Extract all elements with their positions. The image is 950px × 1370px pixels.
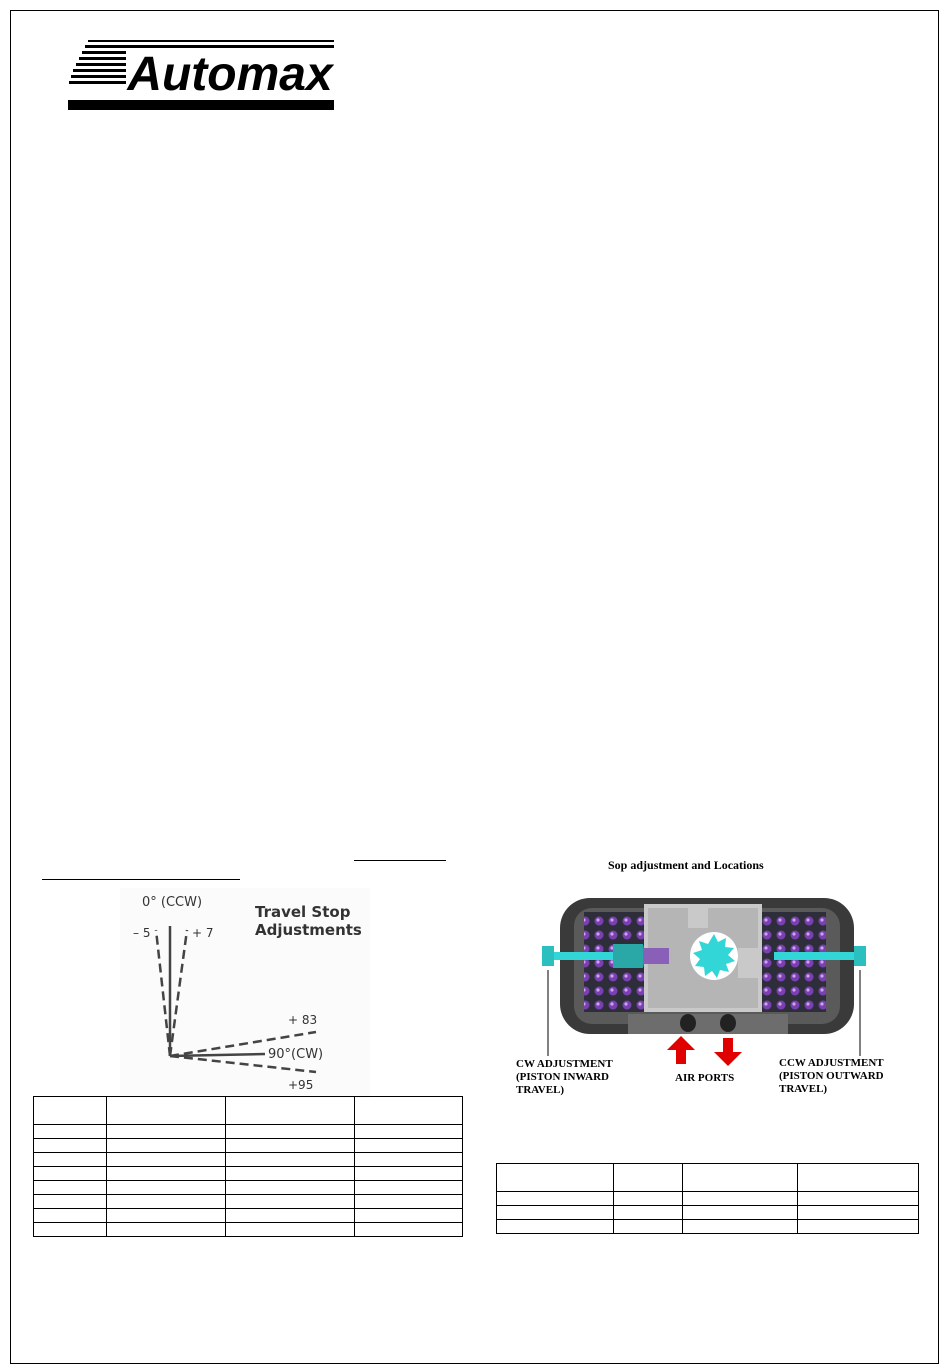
table-row [34, 1209, 463, 1223]
automax-logo [68, 38, 334, 112]
air-in-arrow [667, 1036, 695, 1064]
label-plus83: + 83 [288, 1013, 318, 1027]
table-row [34, 1181, 463, 1195]
table-row [34, 1167, 463, 1181]
stop-location-table [496, 1163, 919, 1234]
air-out-arrow [714, 1038, 742, 1066]
table-row [34, 1223, 463, 1237]
travel-stop-title-1: Travel Stop [255, 903, 351, 921]
actuator-cutaway [508, 886, 898, 1108]
right-spring [762, 912, 826, 1012]
table-row [497, 1192, 919, 1206]
header-rule-right [354, 860, 446, 861]
cw-adjustment-label-2: (PISTON INWARD [516, 1071, 610, 1083]
label-minus5: – 5 [133, 926, 151, 940]
table-row [34, 1097, 463, 1125]
header-rule-left [42, 879, 240, 880]
label-plus7: + 7 [192, 926, 214, 940]
table-row [34, 1195, 463, 1209]
stop-figure-title: Sop adjustment and Locations [608, 858, 764, 872]
travel-stop-title-2: Adjustments [255, 921, 362, 939]
ccw-adjustment-label-1: CCW ADJUSTMENT [779, 1057, 884, 1069]
ccw-stop-bolt [774, 952, 864, 960]
label-90-cw: 90°(CW) [268, 1047, 324, 1062]
label-0-ccw: 0° (CCW) [142, 895, 203, 910]
table-row [497, 1164, 919, 1192]
table-row [497, 1220, 919, 1234]
cw-adjustment-label-3: TRAVEL) [516, 1084, 565, 1096]
cw-adjustment-label-1: CW ADJUSTMENT [516, 1058, 613, 1070]
table-row [34, 1139, 463, 1153]
air-ports-label: AIR PORTS [675, 1072, 735, 1084]
table-row [497, 1206, 919, 1220]
ccw-adjustment-label-2: (PISTON OUTWARD [779, 1070, 884, 1082]
table-row [34, 1125, 463, 1139]
ccw-adjustment-label-3: TRAVEL) [779, 1083, 828, 1095]
travel-stop-table [33, 1096, 463, 1237]
label-plus95: +95 [288, 1078, 314, 1092]
table-row [34, 1153, 463, 1167]
travel-stop-diagram [120, 888, 370, 1098]
logo-wordmark: Automax [127, 48, 333, 101]
